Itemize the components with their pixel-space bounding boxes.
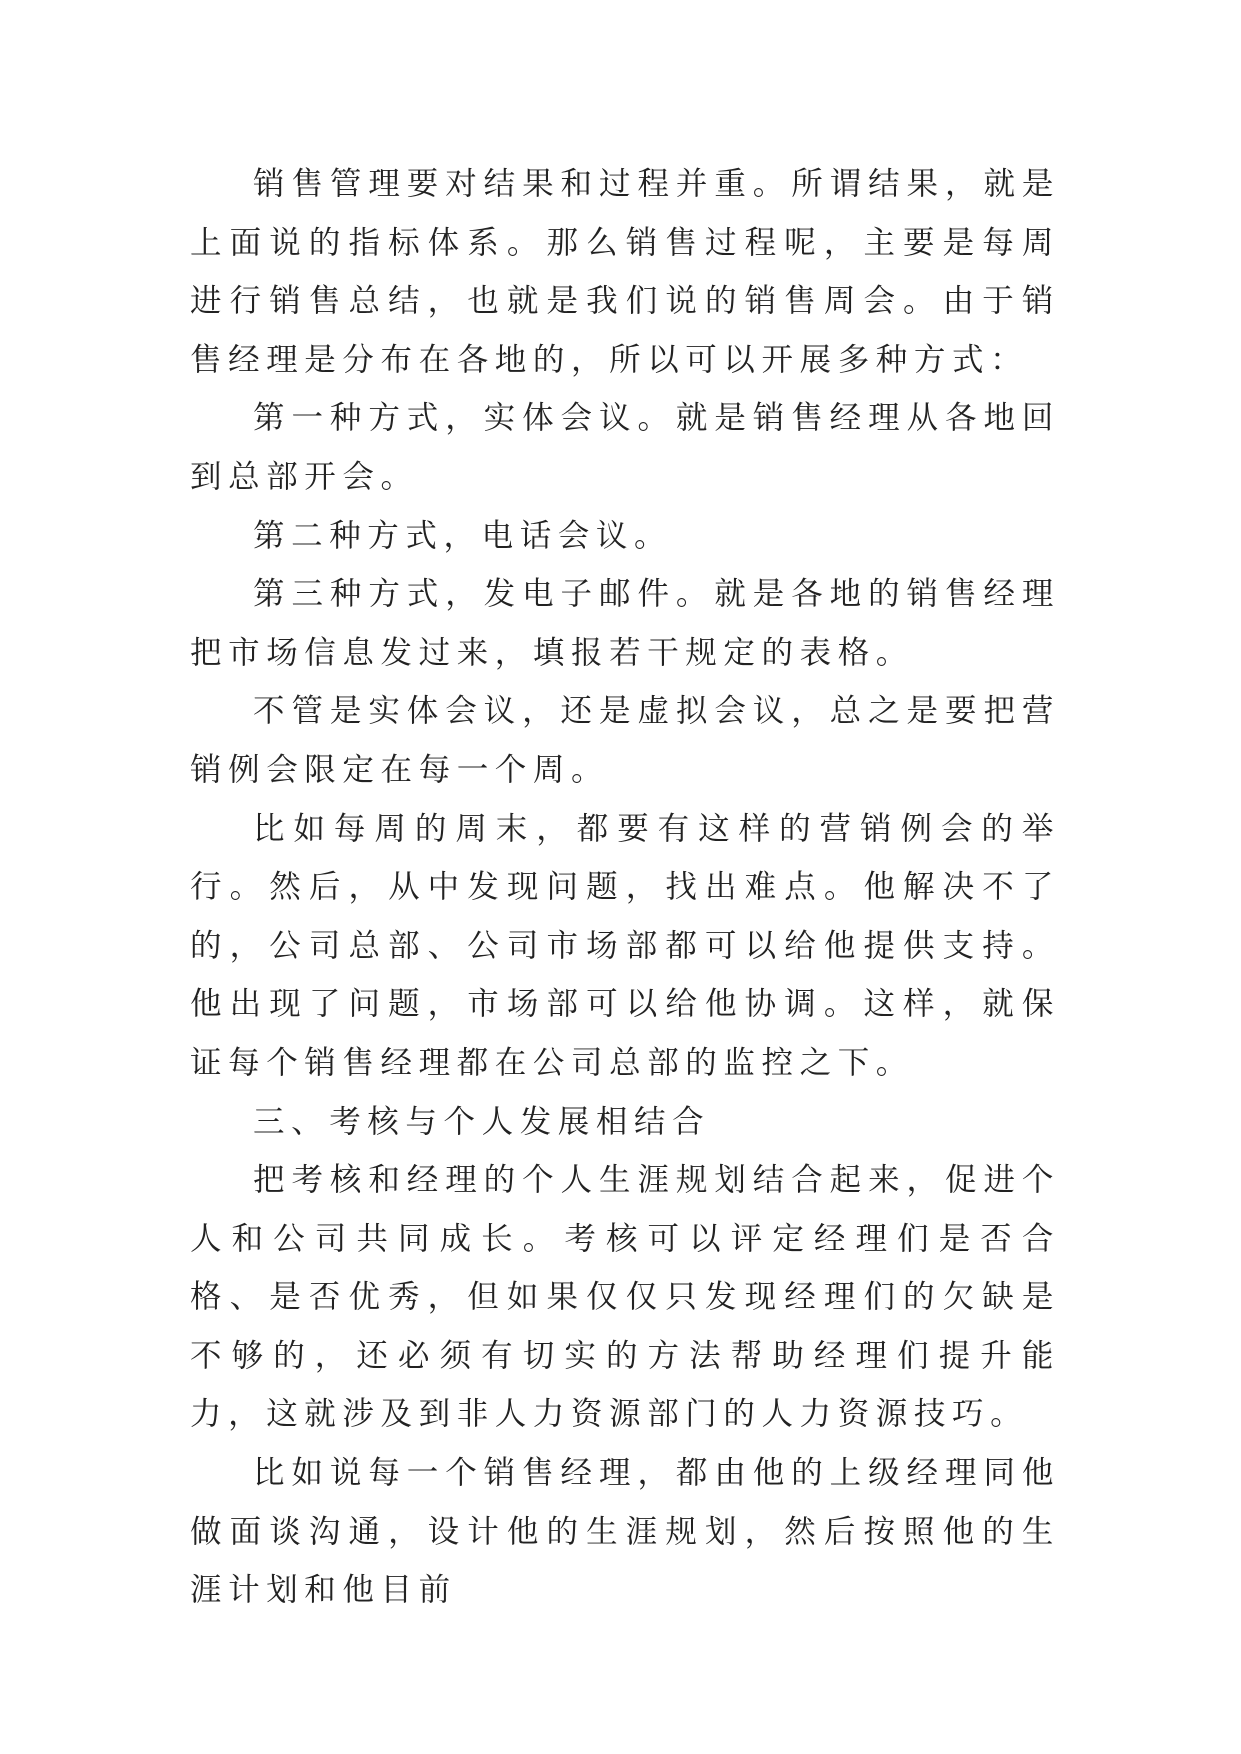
paragraph: 第三种方式，发电子邮件。就是各地的销售经理把市场信息发过来，填报若干规定的表格。	[190, 576, 1060, 671]
paragraph: 销售管理要对结果和过程并重。所谓结果，就是上面说的指标体系。那么销售过程呢，主要是每周进行销售总结，也就是我们说的销售周会。由于销售经理是分布在各地的，所以可以开展多种方式：	[190, 166, 1060, 378]
paragraph: 比如说每一个销售经理，都由他的上级经理同他做面谈沟通，设计他的生涯规划，然后按照他的生涯计划和他目前	[190, 1455, 1060, 1609]
paragraph: 不管是实体会议，还是虚拟会议，总之是要把营销例会限定在每一个周。	[190, 693, 1060, 788]
paragraph: 第一种方式，实体会议。就是销售经理从各地回到总部开会。	[190, 400, 1060, 495]
document-body	[190, 155, 1060, 1620]
paragraph: 比如每周的周末，都要有这样的营销例会的举行。然后，从中发现问题，找出难点。他解决不了的，公司总部、公司市场部都可以给他提供支持。他出现了问题，市场部可以给他协调。这样，就保证每个销售经理都在公司总部的监控之下。	[190, 810, 1060, 1081]
section-heading: 三、考核与个人发展相结合	[253, 1103, 711, 1140]
paragraph: 第二种方式，电话会议。	[253, 517, 673, 554]
paragraph: 把考核和经理的个人生涯规划结合起来，促进个人和公司共同成长。考核可以评定经理们是否合格、是否优秀，但如果仅仅只发现经理们的欠缺是不够的，还必须有切实的方法帮助经理们提升能力，这就涉及到非人力资源部门的人力资源技巧。	[190, 1162, 1060, 1433]
